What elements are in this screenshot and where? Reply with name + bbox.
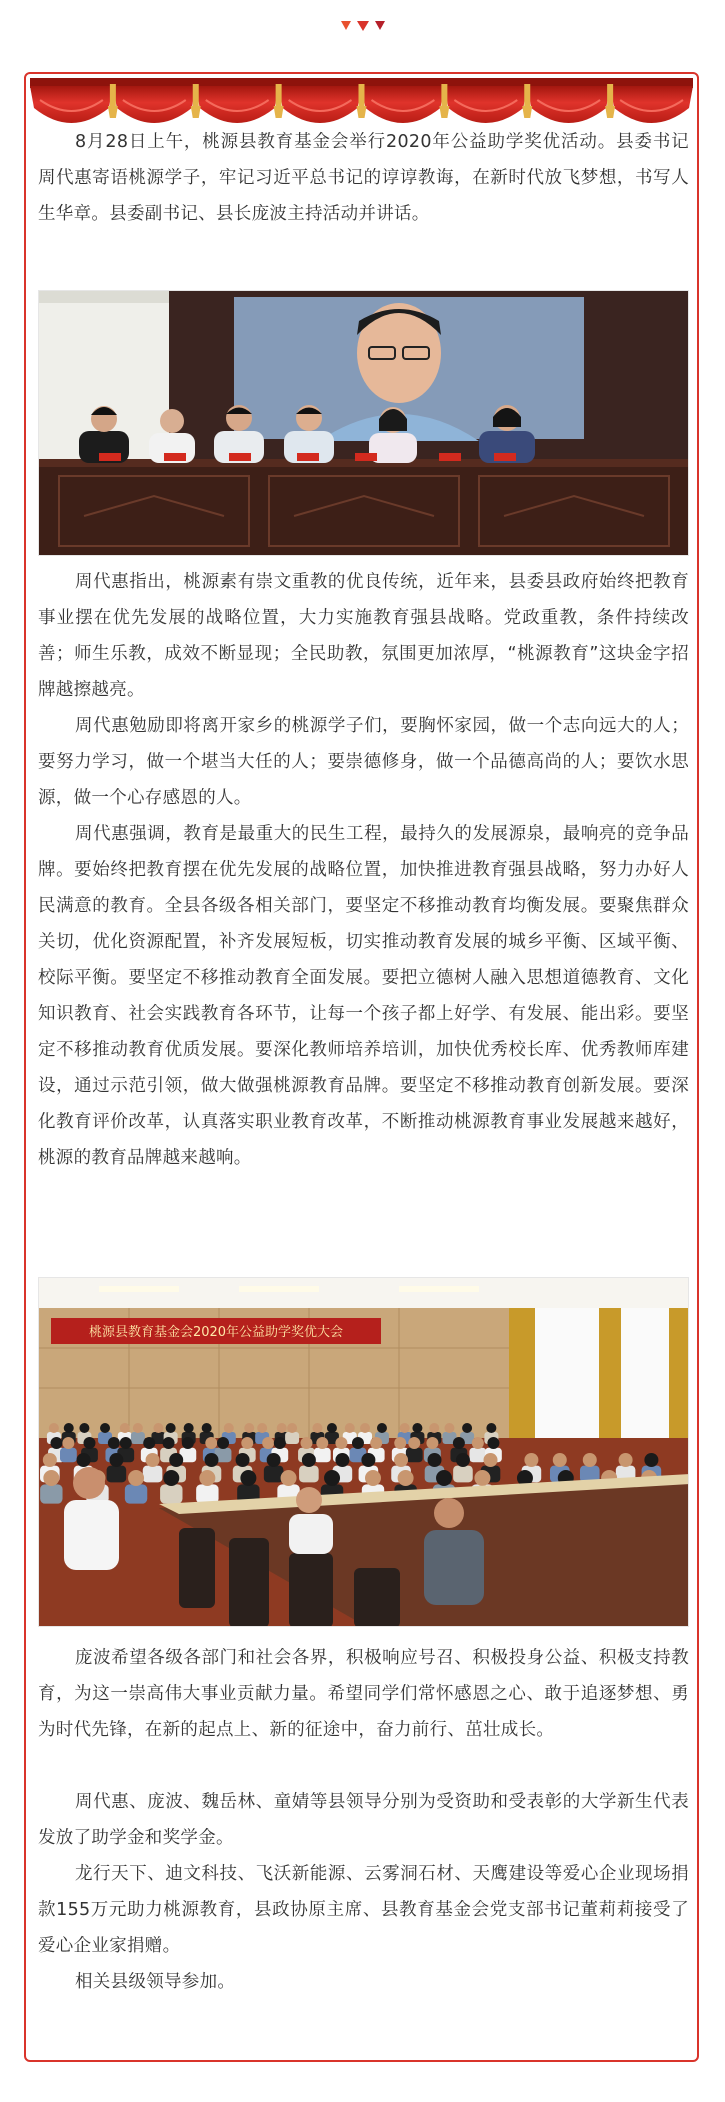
curtain-swag bbox=[196, 86, 279, 123]
audience-head bbox=[484, 1453, 498, 1467]
audience-head bbox=[244, 1423, 254, 1433]
paragraph-1: 8月28日上午，桃源县教育基金会举行2020年公益助学奖优活动。县委书记周代惠寄语桃源学子，牢记习近平总书记的谆谆教诲，在新时代放飞梦想，书写人生华章。县委副书记、县长庞波主持活动并讲话。 bbox=[38, 132, 689, 224]
audience-head bbox=[398, 1470, 414, 1486]
audience-head bbox=[64, 1423, 74, 1433]
paragraph-8: 相关县级领导参加。 bbox=[75, 1972, 236, 1992]
audience-head bbox=[377, 1423, 387, 1433]
photo-rostrum bbox=[38, 290, 689, 556]
audience-body bbox=[453, 1466, 473, 1483]
audience-head bbox=[163, 1437, 175, 1449]
audience-head bbox=[365, 1470, 381, 1486]
audience-head bbox=[444, 1423, 454, 1433]
audience-body bbox=[299, 1466, 319, 1483]
audience-head bbox=[120, 1423, 130, 1433]
audience-body bbox=[125, 1484, 147, 1503]
audience-body bbox=[107, 1466, 127, 1483]
audience-head bbox=[182, 1437, 194, 1449]
audience-head bbox=[108, 1437, 120, 1449]
paragraph-3: 周代惠勉励即将离开家乡的桃源学子们，要胸怀家园，做一个志向远大的人；要努力学习，做一个堪当大任的人；要崇德修身，做一个品德高尚的人；要饮水思源，做一个心存感恩的人。 bbox=[38, 716, 689, 808]
audience-head bbox=[257, 1423, 267, 1433]
audience-head bbox=[300, 1437, 312, 1449]
audience-head bbox=[553, 1453, 567, 1467]
audience-head bbox=[327, 1423, 337, 1433]
curtain-swag bbox=[527, 86, 610, 123]
audience-head bbox=[267, 1453, 281, 1467]
audience-head bbox=[324, 1470, 340, 1486]
article-frame bbox=[24, 72, 699, 2062]
curtain-swag bbox=[444, 86, 527, 123]
audience-head bbox=[77, 1453, 91, 1467]
curtain-swag bbox=[610, 86, 693, 123]
audience-head bbox=[49, 1423, 59, 1433]
audience-head bbox=[644, 1453, 658, 1467]
paragraph-6: 周代惠、庞波、魏岳林、童婧等县领导分别为受资助和受表彰的大学新生代表发放了助学金和奖学金。 bbox=[38, 1792, 689, 1848]
audience-head bbox=[394, 1453, 408, 1467]
triple-triangle-icon bbox=[341, 21, 385, 33]
paragraph-4: 周代惠强调，教育是最重大的民生工程，最持久的发展源泉，最响亮的竞争品牌。要始终把教育摆在优先发展的战略位置，加快推进教育强县战略，努力办好人民满意的教育。全县各级各相关部门，要坚定不移推动教育均衡发展。要聚焦群众关切，优化资源配置，补齐发展短板，切实推动教育发展的城乡平衡、区域平衡、校际平衡。要坚定不移推动教育全面发展。要把立德树人融入思想道德教育、文化知识教育、社会实践教育各环节，让每一个孩子都上好学、有发展、能出彩。要坚定不移推动教育优质发展。要深化教师培养培训，加快优秀校长库、优秀教师库建设，通过示范引领，做大做强桃源教育品牌。要坚定不移推动教育创新发展。要深化教育评价改革，认真落实职业教育改革，不断推动桃源教育事业发展越来越好，桃源的教育品牌越来越响。 bbox=[38, 824, 689, 1168]
audience-head bbox=[153, 1423, 163, 1433]
audience-head bbox=[408, 1437, 420, 1449]
audience-head bbox=[456, 1453, 470, 1467]
curtain-swag bbox=[279, 86, 362, 123]
audience-body bbox=[60, 1448, 77, 1462]
audience-head bbox=[43, 1470, 59, 1486]
paragraph-7: 龙行天下、迪文科技、飞沃新能源、云雾洞石材、天鹰建设等爱心企业现场捐款155万元助力桃源教育，县政协原主席、县教育基金会党支部书记董莉莉接受了爱心企业家捐赠。 bbox=[38, 1864, 689, 1956]
audience-head bbox=[100, 1423, 110, 1433]
audience-body bbox=[160, 1484, 182, 1503]
audience-head bbox=[133, 1423, 143, 1433]
audience-head bbox=[400, 1423, 410, 1433]
audience-head bbox=[79, 1423, 89, 1433]
audience-head bbox=[345, 1423, 355, 1433]
audience-head bbox=[205, 1437, 217, 1449]
audience-body bbox=[131, 1432, 145, 1444]
audience-head bbox=[619, 1453, 633, 1467]
audience-head bbox=[236, 1453, 250, 1467]
audience-head bbox=[453, 1437, 465, 1449]
audience-head bbox=[143, 1437, 155, 1449]
audience-head bbox=[361, 1453, 375, 1467]
audience-head bbox=[281, 1470, 297, 1486]
paragraph-5: 庞波希望各级各部门和社会各界，积极响应号召、积极投身公益、积极支持教育，为这一崇高伟大事业贡献力量。希望同学们常怀感恩之心、敢于追逐梦想、勇为时代先锋，在新的起点上、新的征途中，奋力前行、茁壮成长。 bbox=[38, 1648, 689, 1740]
photo-audience bbox=[38, 1277, 689, 1627]
audience-head bbox=[262, 1437, 274, 1449]
audience-body bbox=[406, 1448, 423, 1462]
audience-head bbox=[43, 1453, 57, 1467]
audience-photo-illustration bbox=[39, 1278, 689, 1627]
audience-body bbox=[314, 1448, 331, 1462]
audience-head bbox=[274, 1437, 286, 1449]
audience-head bbox=[302, 1453, 316, 1467]
audience-head bbox=[128, 1470, 144, 1486]
audience-head bbox=[487, 1437, 499, 1449]
audience-head bbox=[166, 1423, 176, 1433]
audience-head bbox=[394, 1437, 406, 1449]
audience-head bbox=[524, 1453, 538, 1467]
audience-head bbox=[83, 1437, 95, 1449]
audience-body bbox=[285, 1432, 299, 1444]
rostrum-photo-illustration bbox=[39, 291, 689, 556]
audience-head bbox=[204, 1453, 218, 1467]
audience-head bbox=[287, 1423, 297, 1433]
audience-head bbox=[486, 1423, 496, 1433]
audience-head bbox=[335, 1437, 347, 1449]
curtain-swag bbox=[30, 86, 113, 123]
banner-text: 桃源县教育基金会2020年公益助学奖优大会 bbox=[88, 1325, 344, 1340]
audience-head bbox=[169, 1453, 183, 1467]
audience-head bbox=[224, 1423, 234, 1433]
audience-head bbox=[583, 1453, 597, 1467]
audience-head bbox=[352, 1437, 364, 1449]
audience-head bbox=[429, 1423, 439, 1433]
audience-head bbox=[428, 1453, 442, 1467]
audience-head bbox=[163, 1470, 179, 1486]
audience-head bbox=[120, 1437, 132, 1449]
audience-head bbox=[241, 1437, 253, 1449]
audience-head bbox=[316, 1437, 328, 1449]
audience-head bbox=[109, 1453, 123, 1467]
paragraph-2: 周代惠指出，桃源素有崇文重教的优良传统，近年来，县委县政府始终把教育事业摆在优先发展的战略位置，大力实施教育强县战略。党政重教，条件持续改善；师生乐教，成效不断显现；全民助教，氛围更加浓厚，“桃源教育”这块金字招牌越擦越亮。 bbox=[38, 572, 689, 700]
top-decoration bbox=[0, 18, 725, 32]
audience-head bbox=[360, 1423, 370, 1433]
audience-head bbox=[62, 1437, 74, 1449]
audience-head bbox=[474, 1470, 490, 1486]
audience-head bbox=[335, 1453, 349, 1467]
audience-head bbox=[472, 1437, 484, 1449]
audience-head bbox=[277, 1423, 287, 1433]
audience-body bbox=[143, 1466, 163, 1483]
audience-head bbox=[217, 1437, 229, 1449]
audience-head bbox=[240, 1470, 256, 1486]
audience-head bbox=[146, 1453, 160, 1467]
audience-head bbox=[312, 1423, 322, 1433]
audience-head bbox=[202, 1423, 212, 1433]
audience-head bbox=[462, 1423, 472, 1433]
audience-head bbox=[412, 1423, 422, 1433]
audience-head bbox=[199, 1470, 215, 1486]
audience-head bbox=[184, 1423, 194, 1433]
audience-body bbox=[40, 1484, 62, 1503]
curtain-swag bbox=[113, 86, 196, 123]
audience-head bbox=[50, 1437, 62, 1449]
audience-body bbox=[264, 1466, 284, 1483]
curtain-swag bbox=[362, 86, 445, 123]
audience-head bbox=[436, 1470, 452, 1486]
audience-head bbox=[426, 1437, 438, 1449]
audience-head bbox=[370, 1437, 382, 1449]
audience-body bbox=[196, 1484, 218, 1503]
